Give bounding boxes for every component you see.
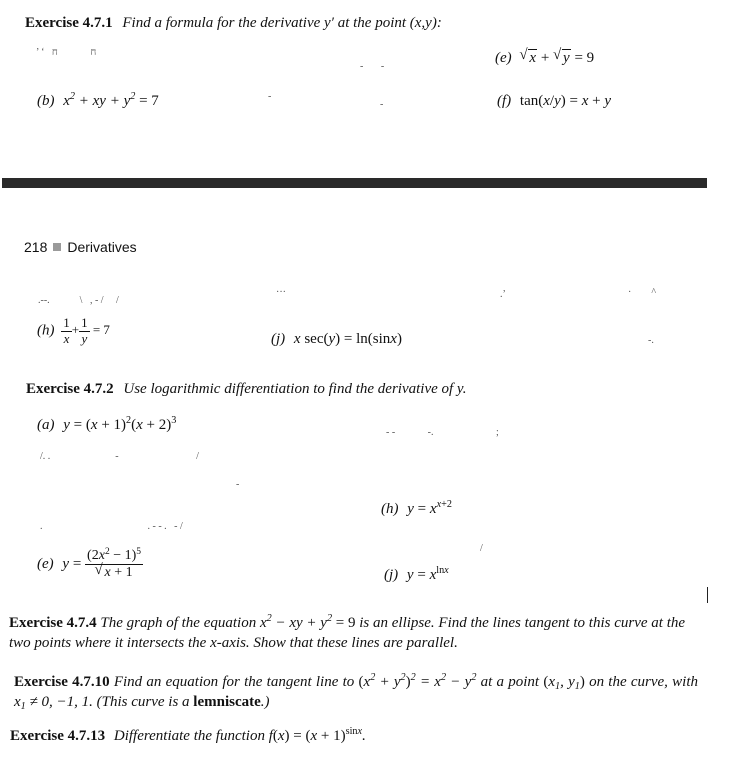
item-equation: $\frac{1}{x}$ + $\frac{1}{y}$ = 7 — [63, 315, 110, 346]
scan-speck: ··· — [276, 287, 286, 298]
item-label: (h) — [37, 322, 55, 339]
text-cursor — [707, 587, 708, 603]
exercise-4-7-1-heading — [25, 16, 442, 31]
item-label: (a) — [37, 417, 55, 433]
continued-item-h — [37, 316, 110, 347]
item-equation: $y = x^{lnx}$ — [406, 565, 449, 583]
item-equation: y = $(2x^2 - 1)^5$ √ x + 1 — [62, 546, 142, 581]
header-chip-icon — [53, 243, 61, 251]
item-equation: $y = (x + 1)^2(x + 2)^3$ — [63, 415, 177, 433]
exercise-4-7-2-label: Exercise 4.7.2 — [26, 381, 114, 397]
exercise-4-7-4 — [9, 614, 699, 653]
exercise-4-7-2-heading — [26, 382, 467, 397]
exercise-4-7-2-prompt: Use logarithmic differentiation to find the derivative of y. — [123, 381, 467, 397]
scan-speck: . . - - . - / — [40, 521, 183, 532]
page-number: 218 — [24, 239, 48, 255]
exercise-4-7-2-item-e — [37, 548, 143, 581]
scan-speck: ’ ‘ ח ח — [36, 47, 97, 58]
item-label: (e) — [495, 50, 512, 66]
scan-speck: .--. \ , - / / — [38, 295, 119, 306]
exercise-4-7-10-label: Exercise 4.7.10 — [14, 674, 110, 690]
exercise-4-7-10-text: Find an equation for the tangent line to $(x^2 + y^2)^2 = x^2 - y^2$ at a point ($x_1$, $y_1$) on the curve, with $x_1 \ne 0$, −1, 1. (This curve is a lemniscate.) — [14, 672, 698, 712]
exercise-4-7-2-item-a — [37, 415, 177, 433]
item-equation: x sec(y) = ln(sinx) — [293, 331, 402, 347]
item-equation: $x^2$ + xy + $y^2 = 7$ — [63, 91, 159, 109]
running-header — [24, 240, 137, 254]
exercise-4-7-13 — [10, 726, 366, 744]
exercise-4-7-4-text: The graph of the equation $x^2$ − xy + $y^2 = 9$ is an ellipse. Find the lines tangent to this curve at the two points where it intersects the x-axis. Show that these lines are parallel. — [9, 613, 686, 651]
item-label: (j) — [271, 331, 286, 347]
exercise-4-7-1-item-e — [495, 47, 595, 66]
scan-speck: - — [380, 99, 384, 110]
item-equation: √ x + √ y = 9 — [519, 47, 595, 66]
item-label: (j) — [384, 567, 399, 583]
exercise-4-7-13-text: Differentiate the function $f(x) = (x + 1)^{sinx}$. — [113, 726, 366, 744]
scan-speck: - - — [360, 61, 385, 72]
exercise-4-7-1-item-b — [37, 91, 159, 109]
exercise-4-7-1-prompt: Find a formula for the derivative y′ at the point (x,y): — [122, 15, 442, 31]
scan-speck: /. . - / — [40, 451, 199, 462]
lemniscate-term: lemniscate — [193, 693, 261, 710]
scan-speck: .’ — [500, 289, 506, 300]
item-label: (h) — [381, 501, 399, 517]
exercise-4-7-1-item-f — [497, 94, 611, 109]
exercise-4-7-13-label: Exercise 4.7.13 — [10, 728, 106, 744]
exercise-4-7-4-label: Exercise 4.7.4 — [9, 615, 97, 631]
exercise-4-7-10 — [14, 673, 698, 712]
page-divider — [2, 178, 707, 188]
scan-speck: - — [236, 479, 240, 490]
scan-speck: - — [268, 91, 272, 102]
item-label: (b) — [37, 93, 55, 109]
scan-speck: - - -. ; — [386, 427, 499, 438]
exercise-4-7-2-item-j — [384, 565, 449, 583]
scan-speck: · ^ — [628, 287, 657, 298]
scan-speck: -. — [648, 335, 654, 346]
section-title: Derivatives — [67, 239, 137, 255]
exercise-4-7-1-label: Exercise 4.7.1 — [25, 15, 113, 31]
item-label: (f) — [497, 93, 512, 109]
item-label: (e) — [37, 556, 54, 573]
item-equation: tan(x/y) = x + y — [519, 93, 612, 109]
continued-item-j — [271, 332, 402, 347]
scan-speck: / — [480, 543, 483, 554]
item-equation: $y = x^{x+2}$ — [407, 499, 452, 517]
exercise-4-7-2-item-h — [381, 499, 452, 517]
